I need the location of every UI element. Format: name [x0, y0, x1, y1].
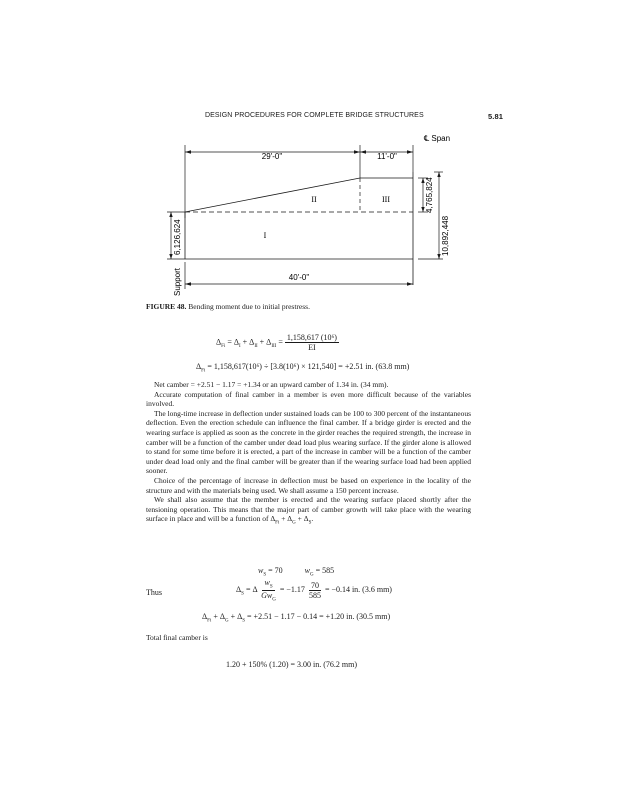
dim-arrow [185, 150, 191, 153]
eq-fraction [285, 333, 339, 352]
eq-symbol: = Δ [227, 337, 239, 347]
eq-subscript: Fi [275, 520, 280, 526]
equation-sum [202, 612, 390, 624]
total-camber-equation: 1.20 + 150% (1.20) = 3.00 in. (76.2 mm) [226, 660, 358, 669]
eq-subscript: S [242, 618, 246, 624]
dim-arrow [407, 150, 413, 153]
eq-symbol: Δ [196, 362, 202, 371]
moment-curve [185, 178, 413, 212]
total-camber-label: Total final camber is [146, 633, 208, 642]
paragraph-4 [146, 495, 471, 528]
eq-symbol: = Δ [245, 584, 258, 594]
eq-value: = 585 [315, 566, 335, 575]
equation-delta-fi [216, 333, 339, 352]
eq-symbol: w [258, 566, 264, 575]
eq-symbol: + Δ [242, 337, 255, 347]
page-number: 5.81 [488, 112, 503, 121]
eq-denominator [259, 591, 278, 603]
eq-body: = 1,158,617(10⁶) ÷ [3.8(10⁶) × 121,540] = +2.51 in. (63.8 mm) [207, 362, 410, 371]
eq-subscript: Fi [207, 618, 212, 624]
eq-subscript: S [269, 584, 273, 590]
dim-arrow [185, 282, 191, 285]
right-value-10892448: 10,892,448 [441, 215, 450, 256]
paragraph-3: Choice of the percentage of increase in deflection must be based on experience in the locality of the structure and with the materials being used. We shall assume a 150 percent increase. [146, 475, 471, 495]
thus-label: Thus [146, 588, 162, 597]
region-III-label: III [382, 195, 390, 204]
eq-subscript: S [263, 572, 267, 578]
eq-denominator: EI [308, 343, 316, 352]
eq-fraction [259, 578, 278, 602]
bending-moment-diagram [150, 128, 450, 300]
eq-symbol: Δ [216, 337, 222, 347]
eq-symbol: + Δ [213, 612, 225, 621]
eq-subscript: S [241, 591, 244, 597]
eq-subscript: I [238, 343, 241, 349]
eq-value: = −1.17 [279, 584, 305, 594]
eq-symbol: Δ [236, 584, 242, 594]
eq-fraction [307, 581, 323, 600]
running-title: DESIGN PROCEDURES FOR COMPLETE BRIDGE STRUCTURES [205, 112, 424, 119]
right-value-4765824: 4,765,824 [425, 177, 434, 213]
left-value-6126624: 6,126,624 [173, 219, 182, 255]
dim-arrow [360, 150, 366, 153]
eq-subscript: G [272, 597, 276, 603]
eq-subscript: G [309, 572, 314, 578]
eq-value: = −0.14 in. (3.6 mm) [324, 584, 392, 594]
eq-subscript: G [292, 520, 296, 526]
dimension-11ft: 11'-0" [377, 152, 397, 161]
period: . [311, 514, 314, 524]
equation-loads [258, 566, 334, 578]
figure-caption [146, 302, 310, 311]
eq-value: = +2.51 − 1.17 − 0.14 = +1.20 in. (30.5 mm) [247, 612, 391, 621]
paragraph-net-camber: Net camber = +2.51 − 1.17 = +1.34 or an upward camber of 1.34 in. (34 mm). [154, 380, 389, 389]
equation-delta-fi-value [196, 362, 409, 374]
span-centerline-label: ℄ Span [424, 134, 450, 143]
eq-symbol: = [278, 337, 283, 347]
paragraph-4-text: We shall also assume that the member is erected and the wearing surface placed shortly after the tensioning operation. This means that the major part of camber growth will take place with the wearing surface in place and will be a function of [146, 495, 471, 524]
eq-symbol: + Δ [230, 612, 243, 621]
eq-symbol: w [264, 578, 270, 587]
paragraph-1: Accurate computation of final camber in a member is even more difficult because of the variables involved. [146, 389, 471, 409]
eq-value: = 70 [268, 566, 283, 575]
dim-arrow [437, 172, 440, 177]
eq-denominator: 585 [308, 590, 321, 600]
dim-arrow [354, 150, 360, 153]
figure-caption-label: FIGURE 48. [146, 302, 187, 311]
eq-symbol: Δ [202, 612, 208, 621]
eq-symbol: + Δ [281, 514, 293, 524]
eq-subscript: S [308, 520, 312, 526]
eq-symbol: Gw [261, 590, 273, 600]
eq-subscript: III [271, 343, 277, 349]
body-text [146, 380, 471, 528]
eq-symbol: w [304, 566, 310, 575]
eq-symbol: + Δ [297, 514, 309, 524]
support-label: Support [173, 267, 182, 296]
dimension-40ft: 40'-0" [288, 273, 310, 282]
dimension-29ft: 29'-0" [261, 152, 283, 161]
dim-arrow [169, 212, 172, 217]
eq-numerator: 70 [310, 580, 319, 590]
eq-subscript: G [224, 618, 229, 624]
eq-subscript: Fi [221, 343, 226, 349]
eq-symbol: + Δ [259, 337, 272, 347]
region-II-label: II [311, 195, 317, 204]
eq-numerator: 1,158,617 (10⁶) [286, 333, 337, 342]
figure-caption-text: Bending moment due to initial prestress. [188, 302, 310, 311]
eq-subscript: Fi [201, 368, 206, 374]
eq-subscript: II [254, 343, 258, 349]
dim-arrow [407, 282, 413, 285]
equation-delta-s [236, 578, 392, 602]
eq-symbol: Δ [270, 514, 276, 524]
region-I-label: I [263, 231, 267, 240]
paragraph-2: The long-time increase in deflection under sustained loads can be 100 to 300 percent of the instantaneous deflection. Even the erection schedule can influence the final camber. If a bridge girder is erected and the wearing surface is applied as soon as the concrete in the girder reaches the required strength, the increase in camber will be a function of the camber under dead load plus wearing surface. If the girder alone is allowed to stand for some time before it is erected, a part of the increase in camber will be a function of the camber under dead load only and the final camber will be greater than if the wearing surface load had been applied sooner. [146, 408, 471, 476]
eq-numerator [262, 578, 274, 591]
